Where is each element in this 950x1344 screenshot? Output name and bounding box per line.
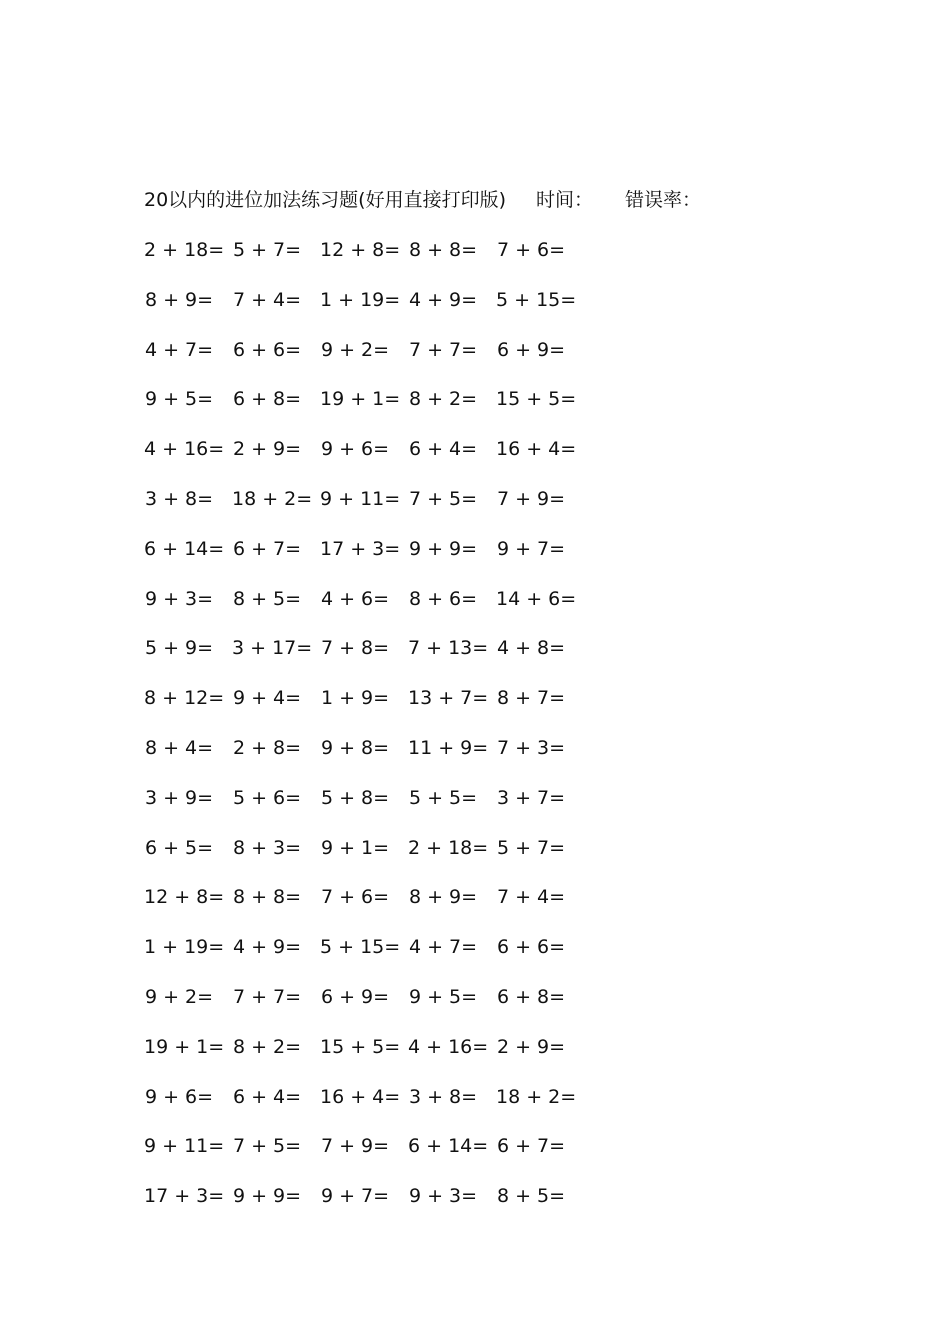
addition-problem: 3 + 8= xyxy=(408,1085,478,1108)
problem-row xyxy=(144,1182,584,1232)
problem-row xyxy=(144,784,584,834)
addition-problem: 7 + 9= xyxy=(496,487,566,510)
addition-problem: 16 + 4= xyxy=(320,1085,401,1108)
addition-problem: 5 + 7= xyxy=(496,836,566,859)
addition-problem: 1 + 19= xyxy=(144,936,225,959)
addition-problem: 7 + 7= xyxy=(232,985,302,1008)
addition-problem: 8 + 9= xyxy=(144,288,214,311)
addition-problem: 3 + 8= xyxy=(144,487,214,510)
addition-problem: 1 + 19= xyxy=(320,288,401,311)
addition-problem: 9 + 5= xyxy=(408,985,478,1008)
addition-problem: 2 + 9= xyxy=(232,438,302,461)
problem-row xyxy=(144,286,584,336)
problem-row xyxy=(144,1083,584,1133)
problem-row xyxy=(144,684,584,734)
problem-row xyxy=(144,1033,584,1083)
addition-problem: 9 + 9= xyxy=(408,537,478,560)
problem-row xyxy=(144,1132,584,1182)
addition-problem: 9 + 2= xyxy=(320,338,390,361)
addition-problem: 7 + 8= xyxy=(320,637,390,660)
addition-problem: 9 + 5= xyxy=(144,388,214,411)
addition-problem: 5 + 6= xyxy=(232,786,302,809)
addition-problem: 17 + 3= xyxy=(320,537,401,560)
addition-problem: 7 + 5= xyxy=(408,487,478,510)
addition-problem: 4 + 6= xyxy=(320,587,390,610)
error-rate-label: 错误率： xyxy=(625,189,702,211)
addition-problem: 9 + 6= xyxy=(320,438,390,461)
addition-problem: 13 + 7= xyxy=(408,687,489,710)
addition-problem: 7 + 5= xyxy=(232,1135,302,1158)
addition-problem: 5 + 5= xyxy=(408,786,478,809)
addition-problem: 6 + 9= xyxy=(496,338,566,361)
problem-row xyxy=(144,585,584,635)
addition-problem: 4 + 16= xyxy=(408,1035,489,1058)
addition-problem: 4 + 7= xyxy=(144,338,214,361)
addition-problem: 6 + 14= xyxy=(408,1135,489,1158)
addition-problem: 11 + 9= xyxy=(408,736,489,759)
addition-problem: 8 + 2= xyxy=(232,1035,302,1058)
addition-problem: 9 + 8= xyxy=(320,736,390,759)
addition-problem: 8 + 6= xyxy=(408,587,478,610)
addition-problem: 9 + 11= xyxy=(144,1135,225,1158)
addition-problem: 2 + 8= xyxy=(232,736,302,759)
addition-problem: 5 + 8= xyxy=(320,786,390,809)
addition-problem: 18 + 2= xyxy=(232,487,313,510)
addition-problem: 9 + 3= xyxy=(408,1185,478,1208)
worksheet-title: 20以内的进位加法练习题(好用直接打印版) xyxy=(144,189,507,211)
addition-problem: 2 + 9= xyxy=(496,1035,566,1058)
addition-problem: 15 + 5= xyxy=(320,1035,401,1058)
problem-row xyxy=(144,634,584,684)
problem-row xyxy=(144,834,584,884)
addition-problem: 9 + 1= xyxy=(320,836,390,859)
addition-problem: 8 + 4= xyxy=(144,736,214,759)
addition-problem: 8 + 12= xyxy=(144,687,225,710)
addition-problem: 3 + 7= xyxy=(496,786,566,809)
addition-problem: 14 + 6= xyxy=(496,587,577,610)
addition-problem: 7 + 7= xyxy=(408,338,478,361)
problem-row xyxy=(144,435,584,485)
problem-row xyxy=(144,336,584,386)
addition-problem: 5 + 7= xyxy=(232,239,302,261)
problem-row xyxy=(144,236,584,286)
addition-problem: 8 + 3= xyxy=(232,836,302,859)
addition-problem: 6 + 4= xyxy=(408,438,478,461)
addition-problem: 8 + 8= xyxy=(232,886,302,909)
addition-problem: 8 + 5= xyxy=(496,1185,566,1208)
addition-problem: 6 + 7= xyxy=(232,537,302,560)
addition-problem: 2 + 18= xyxy=(408,836,489,859)
problem-grid xyxy=(144,236,584,1232)
time-label: 时间： xyxy=(536,189,594,211)
addition-problem: 12 + 8= xyxy=(144,886,225,909)
problem-row xyxy=(144,385,584,435)
addition-problem: 17 + 3= xyxy=(144,1185,225,1208)
addition-problem: 6 + 9= xyxy=(320,985,390,1008)
addition-problem: 2 + 18= xyxy=(144,239,225,261)
addition-problem: 8 + 2= xyxy=(408,388,478,411)
addition-problem: 6 + 8= xyxy=(232,388,302,411)
problem-row xyxy=(144,485,584,535)
problem-row xyxy=(144,883,584,933)
addition-problem: 6 + 7= xyxy=(496,1135,566,1158)
addition-problem: 8 + 5= xyxy=(232,587,302,610)
addition-problem: 7 + 9= xyxy=(320,1135,390,1158)
addition-problem: 4 + 7= xyxy=(408,936,478,959)
addition-problem: 7 + 6= xyxy=(320,886,390,909)
addition-problem: 8 + 8= xyxy=(408,239,478,261)
addition-problem: 6 + 6= xyxy=(232,338,302,361)
addition-problem: 6 + 4= xyxy=(232,1085,302,1108)
addition-problem: 6 + 5= xyxy=(144,836,214,859)
addition-problem: 4 + 8= xyxy=(496,637,566,660)
addition-problem: 7 + 3= xyxy=(496,736,566,759)
addition-problem: 4 + 16= xyxy=(144,438,225,461)
problem-row xyxy=(144,535,584,585)
addition-problem: 16 + 4= xyxy=(496,438,577,461)
addition-problem: 9 + 6= xyxy=(144,1085,214,1108)
problem-row xyxy=(144,933,584,983)
addition-problem: 5 + 15= xyxy=(496,288,577,311)
addition-problem: 9 + 7= xyxy=(496,537,566,560)
addition-problem: 18 + 2= xyxy=(496,1085,577,1108)
addition-problem: 7 + 6= xyxy=(496,239,566,261)
addition-problem: 9 + 11= xyxy=(320,487,401,510)
addition-problem: 12 + 8= xyxy=(320,239,401,261)
problem-row xyxy=(144,734,584,784)
addition-problem: 6 + 6= xyxy=(496,936,566,959)
addition-problem: 5 + 9= xyxy=(144,637,214,660)
addition-problem: 4 + 9= xyxy=(232,936,302,959)
addition-problem: 6 + 14= xyxy=(144,537,225,560)
addition-problem: 9 + 3= xyxy=(144,587,214,610)
addition-problem: 9 + 2= xyxy=(144,985,214,1008)
addition-problem: 8 + 9= xyxy=(408,886,478,909)
addition-problem: 3 + 9= xyxy=(144,786,214,809)
addition-problem: 9 + 9= xyxy=(232,1185,302,1208)
addition-problem: 9 + 7= xyxy=(320,1185,390,1208)
addition-problem: 4 + 9= xyxy=(408,288,478,311)
addition-problem: 1 + 9= xyxy=(320,687,390,710)
addition-problem: 19 + 1= xyxy=(144,1035,225,1058)
addition-problem: 3 + 17= xyxy=(232,637,313,660)
problem-row xyxy=(144,983,584,1033)
addition-problem: 6 + 8= xyxy=(496,985,566,1008)
addition-problem: 15 + 5= xyxy=(496,388,577,411)
addition-problem: 7 + 4= xyxy=(496,886,566,909)
addition-problem: 7 + 4= xyxy=(232,288,302,311)
addition-problem: 19 + 1= xyxy=(320,388,401,411)
addition-problem: 7 + 13= xyxy=(408,637,489,660)
addition-problem: 9 + 4= xyxy=(232,687,302,710)
addition-problem: 8 + 7= xyxy=(496,687,566,710)
addition-problem: 5 + 15= xyxy=(320,936,401,959)
